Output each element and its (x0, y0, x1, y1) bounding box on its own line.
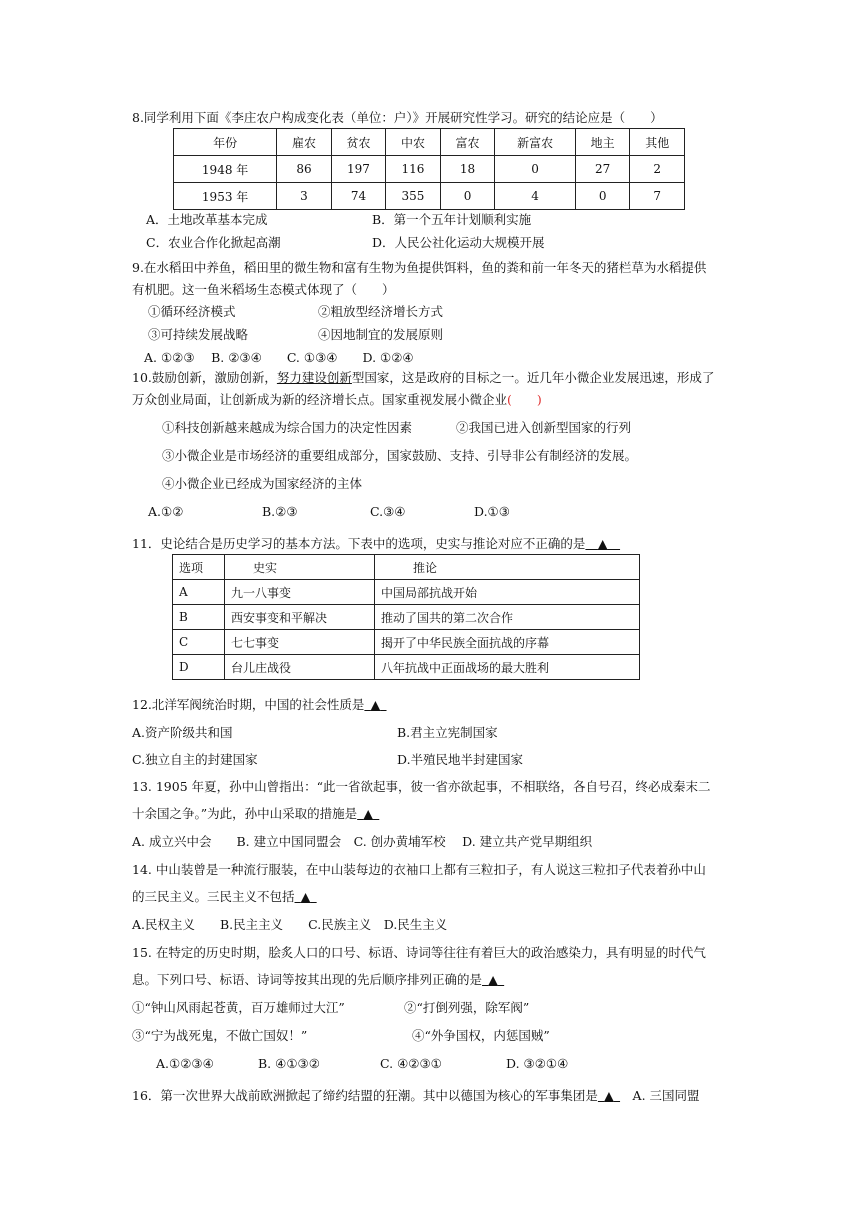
table-row (174, 183, 685, 210)
table-row (173, 655, 640, 680)
table-header-cell: 年份 (174, 129, 277, 156)
q9-stem-line1: 9.在水稻田中养鱼，稻田里的微生物和富有生物为鱼提供饵料，鱼的粪和前一年冬天的猪栏草为水稻提供 (132, 260, 707, 275)
table-cell: 1953 年 (174, 183, 277, 210)
table-header-cell: 其他 (630, 129, 685, 156)
answer-blank (295, 889, 317, 904)
table-cell: 七七事变 (225, 630, 375, 655)
q10-answer-paren: ( ) (507, 392, 542, 407)
table-cell: 4 (495, 183, 576, 210)
q8-option-c: C．农业合作化掀起高潮 (146, 235, 281, 250)
table-cell: 1948 年 (174, 156, 277, 183)
table-header-cell: 地主 (575, 129, 630, 156)
table-cell: 86 (277, 156, 332, 183)
q15-option-a: A.①②③④ (156, 1056, 214, 1071)
q10-line1-end: 型国家，这是政府的目标之一。近几年小微企业发展迅速，形成了 (351, 370, 715, 385)
table-row (173, 630, 640, 655)
table-cell: D (173, 655, 225, 680)
table-header-cell: 史实 (225, 555, 375, 580)
table-header-row (173, 555, 640, 580)
table-row (173, 580, 640, 605)
q10-underlined-text: 努力建设创新 (276, 370, 352, 385)
table-cell: 揭开了中华民族全面抗战的序幕 (375, 630, 640, 655)
q10-item-3: ③小微企业是市场经济的重要组成部分，国家鼓励、支持、引导非公有制经济的发展。 (162, 448, 638, 463)
q15-item-4: ④“外争国权，内惩国贼” (412, 1028, 550, 1043)
table-cell: 0 (495, 156, 576, 183)
q10-stem-line2 (132, 392, 542, 408)
table-cell: 九一八事变 (225, 580, 375, 605)
q9-item-3: ③可持续发展战略 (148, 327, 249, 342)
q15-item-3: ③“宁为战死鬼，不做亡国奴！” (132, 1028, 308, 1043)
table-cell: 西安事变和平解决 (225, 605, 375, 630)
blank-triangle-icon: ▲ (363, 806, 374, 821)
q13-stem-text: 十余国之争。”为此，孙中山采取的措施是 (132, 806, 358, 821)
q15-stem-line2 (132, 972, 504, 988)
table-header-cell: 中农 (386, 129, 441, 156)
table-cell: 116 (386, 156, 441, 183)
table-header-cell: 新富农 (495, 129, 576, 156)
q9-item-4: ④因地制宜的发展原则 (318, 327, 444, 342)
table-cell: 八年抗战中正面战场的最大胜利 (375, 655, 640, 680)
q10-line2-text: 万众创业局面，让创新成为新的经济增长点。国家重视发展小微企业 (132, 392, 508, 407)
q10-item-4: ④小微企业已经成为国家经济的主体 (162, 476, 363, 491)
q10-option-d: D.①③ (474, 504, 510, 519)
q10-option-c: C.③④ (370, 504, 406, 519)
answer-blank (585, 536, 620, 551)
table-cell: 台儿庄战役 (225, 655, 375, 680)
q15-option-b: B. ④①③② (258, 1056, 320, 1071)
table-header-cell: 选项 (173, 555, 225, 580)
table-header-cell: 推论 (375, 555, 640, 580)
table-cell: B (173, 605, 225, 630)
table-cell: 3 (277, 183, 332, 210)
blank-triangle-icon: ▲ (300, 889, 311, 904)
q14-stem-line2 (132, 889, 317, 905)
q15-item-2: ②“打倒列强，除军阀” (404, 1000, 530, 1015)
table-cell: 18 (440, 156, 495, 183)
q11-stem-text: 11．史论结合是历史学习的基本方法。下表中的选项，史实与推论对应不正确的是 (132, 536, 586, 551)
table-cell: 355 (386, 183, 441, 210)
table-cell: 7 (630, 183, 685, 210)
q12-option-d: D.半殖民地半封建国家 (397, 752, 524, 767)
q10-option-a: A.①② (148, 504, 184, 519)
q15-item-1: ①“钟山风雨起苍黄，百万雄师过大江” (132, 1000, 345, 1015)
q10-line1-start: 10.鼓励创新，激励创新， (132, 370, 277, 385)
q11-stem (132, 536, 620, 552)
table-header-cell: 雇农 (277, 129, 332, 156)
table-cell: 0 (575, 183, 630, 210)
table-cell: 74 (331, 183, 386, 210)
q12-option-b: B.君主立宪制国家 (397, 725, 498, 740)
q10-item-1: ①科技创新越来越成为综合国力的决定性因素 (162, 420, 413, 435)
q10-option-b: B.②③ (262, 504, 298, 519)
q12-option-a: A.资产阶级共和国 (132, 725, 233, 740)
q10-item-2: ②我国已进入创新型国家的行列 (456, 420, 632, 435)
answer-blank (482, 972, 504, 987)
table-cell: 推动了国共的第二次合作 (375, 605, 640, 630)
q9-stem-line2: 有机肥。这一鱼米稻场生态模式体现了（ ） (132, 282, 395, 297)
q12-stem-text: 12.北洋军阀统治时期，中国的社会性质是 (132, 697, 365, 712)
blank-triangle-icon: ▲ (604, 1088, 614, 1103)
table-cell: A (173, 580, 225, 605)
q11-table (172, 554, 640, 680)
q14-options: A.民权主义 B.民主主义 C.民族主义 D.民生主义 (132, 917, 448, 932)
table-row (173, 605, 640, 630)
q15-stem-line1: 15. 在特定的历史时期，脍炙人口的口号、标语、诗词等往往有着巨大的政治感染力，具有明显的时代气 (132, 945, 706, 960)
q15-option-c: C. ④②③① (380, 1056, 442, 1071)
table-cell: C (173, 630, 225, 655)
q8-option-d: D．人民公社化运动大规模开展 (372, 235, 545, 250)
q16-stem-text: 16．第一次世界大战前欧洲掀起了缔约结盟的狂潮。其中以德国为核心的军事集团是 (132, 1088, 598, 1103)
q16-stem (132, 1088, 700, 1104)
answer-blank (364, 697, 386, 712)
table-cell: 27 (575, 156, 630, 183)
answer-blank (598, 1088, 620, 1103)
q8-table (173, 128, 685, 210)
table-cell: 197 (331, 156, 386, 183)
blank-triangle-icon: ▲ (597, 536, 608, 551)
blank-triangle-icon: ▲ (488, 972, 498, 987)
q8-option-a: A．土地改革基本完成 (146, 212, 268, 227)
table-cell: 2 (630, 156, 685, 183)
q15-stem-text: 息。下列口号、标语、诗词等按其出现的先后顺序排列正确的是 (132, 972, 483, 987)
table-row (174, 156, 685, 183)
q15-option-d: D. ③②①④ (506, 1056, 569, 1071)
q14-stem-line1: 14. 中山装曾是一种流行服装，在中山装每边的衣袖口上都有三粒扣子，有人说这三粒扣子代表着孙中山 (132, 862, 706, 877)
q12-option-c: C.独立自主的封建国家 (132, 752, 258, 767)
q12-stem (132, 697, 387, 713)
table-cell: 中国局部抗战开始 (375, 580, 640, 605)
q9-item-2: ②粗放型经济增长方式 (318, 304, 444, 319)
table-header-row (174, 129, 685, 156)
q13-options: A. 成立兴中会 B. 建立中国同盟会 C. 创办黄埔军校 D. 建立共产党早期组织 (132, 834, 593, 849)
q14-stem-text: 的三民主义。三民主义不包括 (132, 889, 295, 904)
table-header-cell: 富农 (440, 129, 495, 156)
q9-item-1: ①循环经济模式 (148, 304, 236, 319)
q10-stem-line1 (132, 370, 714, 386)
q13-stem-line2 (132, 806, 379, 822)
blank-triangle-icon: ▲ (370, 697, 381, 712)
q13-stem-line1: 13. 1905 年夏，孙中山曾指出：“此一省欲起事，彼一省亦欲起事，不相联络，各自号召，终必成秦末二 (132, 779, 711, 794)
q16-option-a: A. 三国同盟 (632, 1088, 700, 1103)
q8-stem: 8.同学利用下面《李庄农户构成变化表（单位：户）》开展研究性学习。研究的结论应是（ ） (132, 110, 663, 125)
q9-options: A. ①②③ B. ②③④ C. ①③④ D. ①②④ (144, 350, 414, 365)
table-header-cell: 贫农 (331, 129, 386, 156)
table-cell: 0 (440, 183, 495, 210)
q8-option-b: B．第一个五年计划顺利实施 (372, 212, 532, 227)
answer-blank (357, 806, 379, 821)
